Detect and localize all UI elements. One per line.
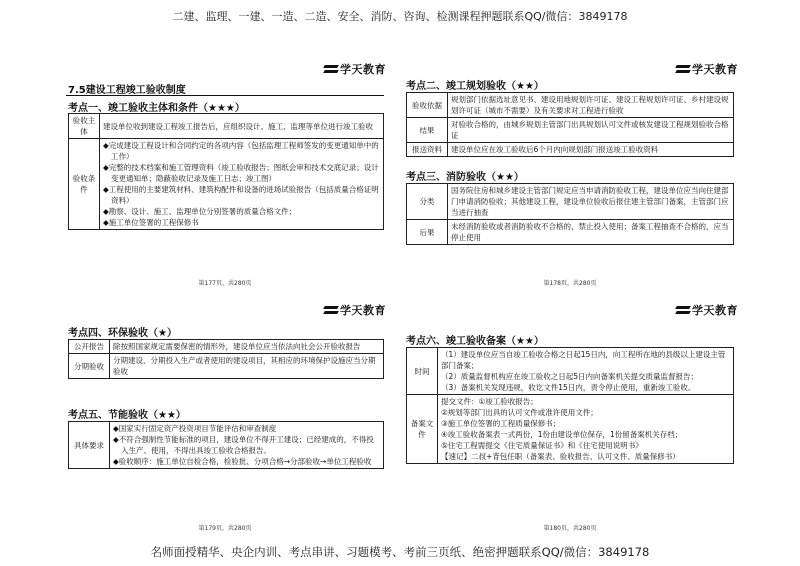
bullet-item: ◆完成建设工程设计和合同约定的各项内容（包括监理工程师签发的变更通知单中的工作） (103, 141, 379, 161)
row-label: 验收依据 (407, 93, 448, 118)
row-label: 分类 (407, 184, 448, 220)
line-item: 【速记】二叔+背包任职（备案表、验收报告、认可文件、质量保修书） (441, 452, 680, 461)
footer-banner: 名师面授精华、央企内训、考点串讲、习题模考、考前三页纸、绝密押题联系QQ/微信：3849178 (150, 545, 650, 559)
planning-table (406, 92, 734, 157)
page-number: 第177页，共280页 (198, 280, 252, 287)
row-label: 具体要求 (69, 422, 110, 469)
document-page-180 (398, 296, 742, 536)
row-label: 报送资料 (407, 143, 448, 157)
filing-table (406, 347, 734, 464)
table-row (69, 422, 384, 469)
table-row (407, 93, 734, 118)
line-item: ⑤住宅工程需提交《住宅质量保证书》和《住宅使用说明书》 (441, 441, 643, 450)
table-row (407, 395, 734, 464)
line-item: （2）质量监督机构应在竣工验收之日起5日内向备案机关提交质量监督报告； (441, 372, 699, 381)
table-row (407, 118, 734, 143)
bullet-item: ◆勘察、设计、施工、监理单位分别签署的质量合格文件； (103, 207, 297, 216)
document-page-177 (60, 55, 390, 291)
row-text: 分期建设、分期投入生产或者使用的建设项目，其相应的环境保护设施应当分期验收 (110, 354, 384, 379)
document-page-178 (398, 55, 742, 291)
topic-heading: 考点一、竣工验收主体和条件（★★★） (68, 103, 245, 114)
header-banner: 二建、监理、一建、一造、二造、安全、消防、咨询、检测课程押题联系QQ/微信：3849178 (172, 10, 628, 23)
row-text: 规划部门依据选址意见书、建设用地规划许可证、建设工程规划许可证、乡村建设规划许可证（城市不需要）及有关要求对工程进行验收 (448, 93, 734, 118)
page-number: 第179页，共280页 (198, 525, 252, 532)
table-row (69, 139, 384, 230)
acceptance-table (68, 113, 384, 230)
line-item: ③施工单位签署的工程质量保修书； (441, 419, 561, 428)
line-item: ②规划等部门出具的认可文件或准许使用文件； (441, 408, 598, 417)
fire-table (406, 183, 734, 245)
topic-heading: 考点五、节能验收（★★） (68, 410, 186, 421)
line-item: 提交文件：①竣工验收报告； (441, 397, 538, 406)
table-row (407, 184, 734, 220)
table-row (407, 143, 734, 157)
table-row (69, 354, 384, 379)
row-label: 验收主体 (69, 114, 100, 139)
brand-logo: 学天教育 (676, 61, 738, 77)
table-row (69, 114, 384, 139)
brand-logo: 学天教育 (324, 61, 386, 77)
bullet-item: ◆施工单位签署的工程保修书 (103, 218, 199, 227)
row-label: 备案文件 (407, 395, 438, 464)
row-text: 除按照国家规定需要保密的情形外，建设单位应当依法向社会公开验收报告 (110, 340, 384, 354)
bullet-item: ◆国家实行固定资产投资项目节能评估和审查制度 (113, 424, 277, 433)
section-title: 7.5建设工程竣工验收制度 (68, 85, 186, 96)
logo-mark-icon (676, 305, 690, 315)
row-label: 验收条件 (69, 139, 100, 230)
row-label: 时间 (407, 348, 438, 395)
row-label: 结果 (407, 118, 448, 143)
table-row (407, 348, 734, 395)
topic-heading: 考点四、环保验收（★） (68, 328, 177, 339)
bullet-item: ◆不符合强制性节能标准的项目，建设单位不得开工建设；已经建成的，不得投入生产、使用，不得出具竣工验收合格报告。 (113, 435, 374, 455)
row-text: 建设单位应在竣工验收后6个月内向规划部门报送竣工验收资料 (448, 143, 734, 157)
table-row (407, 220, 734, 245)
logo-mark-icon (676, 64, 690, 74)
brand-logo: 学天教育 (324, 302, 386, 318)
row-label: 公开报告 (69, 340, 110, 354)
row-text: 未经消防验收或者消防验收不合格的，禁止投入使用；备案工程抽查不合格的，应当停止使用 (448, 220, 734, 245)
line-item: （1）建设单位应当自竣工验收合格之日起15日内，向工程所在地的县级以上建设主管部门备案； (441, 350, 726, 370)
table-row (69, 340, 384, 354)
page-number: 第180页，共280页 (543, 525, 597, 532)
page-number: 第178页，共280页 (543, 280, 597, 287)
bullet-item: ◆验收顺序：施工单位自检合格，检验批、分项合格→分部验收→单位工程验收 (113, 457, 372, 466)
line-item: ④竣工验收备案表一式两份，1份由建设单位保存，1份留备案机关存档； (441, 430, 683, 439)
topic-heading: 考点三、消防验收（★★） (406, 172, 524, 183)
logo-mark-icon (324, 305, 338, 315)
row-text: 建设单位收到建设工程竣工报告后，应组织设计、施工、监理等单位进行竣工验收 (100, 114, 384, 139)
brand-logo: 学天教育 (676, 302, 738, 318)
topic-heading: 考点二、竣工规划验收（★★） (406, 81, 544, 92)
energy-table (68, 421, 384, 469)
env-table (68, 339, 384, 379)
bullet-item: ◆完整的技术档案和施工管理资料（竣工验收报告；图纸会审和技术交底记录；设计变更通知单；隐蔽验收记录及施工日志；竣工图） (103, 163, 379, 183)
row-text: 国务院住房和城乡建设主管部门规定应当申请消防验收工程，建设单位应当向住建部门申请消防验收；其他建设工程，建设单位验收后报住建主管部门备案，主管部门应当进行抽查 (448, 184, 734, 220)
document-page-179 (60, 296, 390, 536)
row-text: 对验收合格的，由城乡规划主管部门出具规划认可文件或核发建设工程规划验收合格证 (448, 118, 734, 143)
line-item: （3）备案机关发现违规，收讫文件15日内，责令停止使用，重新竣工验收。 (441, 383, 696, 392)
row-label: 分期验收 (69, 354, 110, 379)
bullet-item: ◆工程使用的主要建筑材料、建筑构配件和设备的进场试验报告（包括质量合格证明资料） (103, 185, 379, 205)
divider (66, 95, 384, 96)
logo-mark-icon (324, 64, 338, 74)
topic-heading: 考点六、竣工验收备案（★★） (406, 336, 544, 347)
row-label: 后果 (407, 220, 448, 245)
